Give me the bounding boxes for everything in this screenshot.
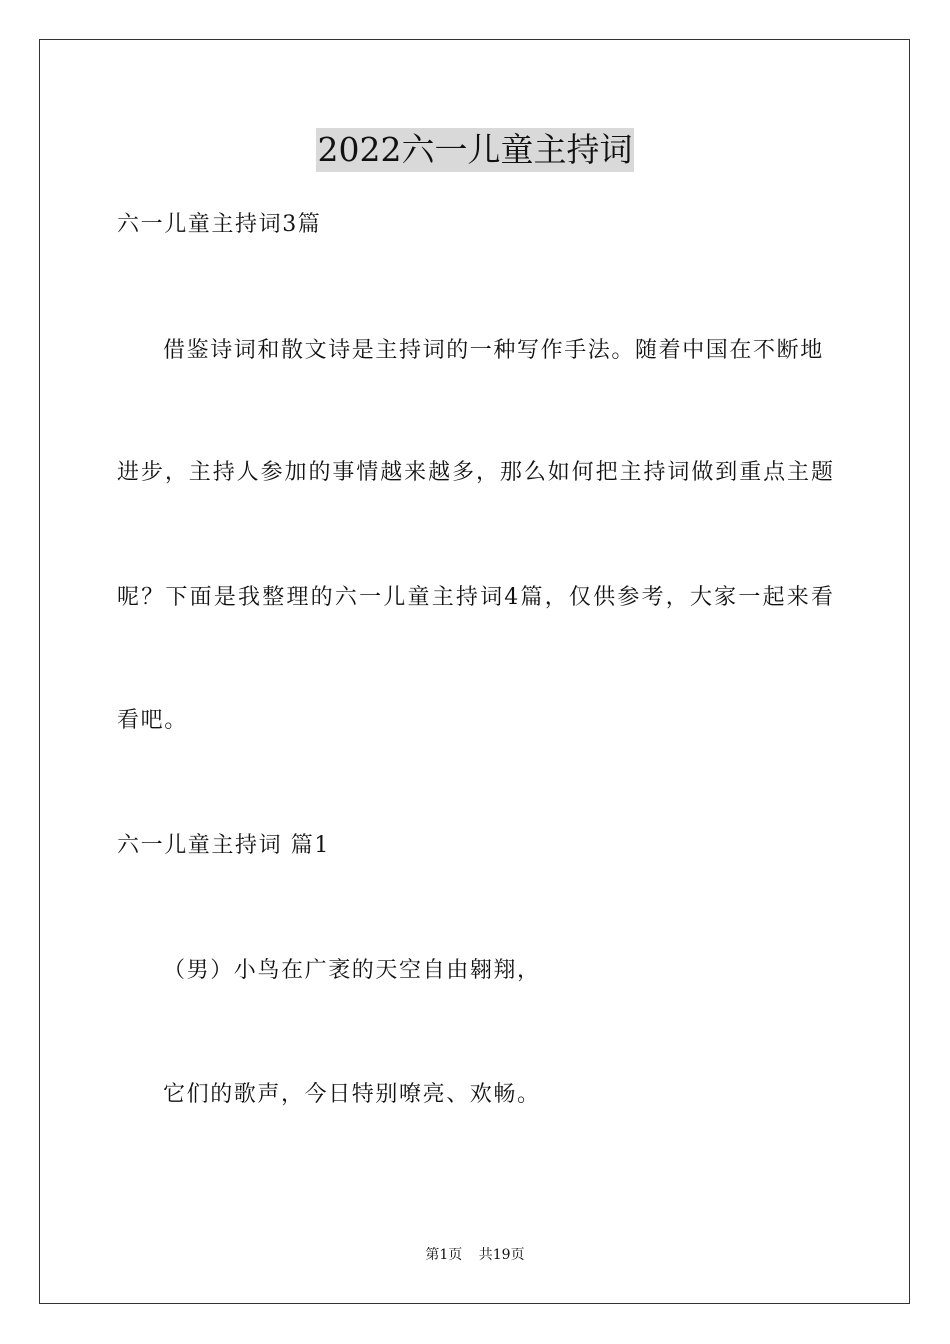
page-footer	[0, 1245, 950, 1265]
intro-line-3: 呢？下面是我整理的六一儿童主持词4篇，仅供参考，大家一起来看	[117, 585, 833, 610]
intro-line-4: 看吧。	[117, 708, 188, 733]
title-container	[0, 128, 950, 172]
document-subtitle: 六一儿童主持词3篇	[117, 212, 322, 237]
verse-line-1: （男）小鸟在广袤的天空自由翱翔，	[163, 958, 541, 983]
page-number: 第1页	[425, 1247, 463, 1263]
document-title: 2022六一儿童主持词	[316, 128, 635, 172]
section-heading: 六一儿童主持词 篇1	[117, 833, 330, 858]
intro-line-2: 进步，主持人参加的事情越来越多，那么如何把主持词做到重点主题	[117, 460, 833, 485]
page-total: 共19页	[478, 1247, 525, 1263]
verse-line-2: 它们的歌声，今日特别嘹亮、欢畅。	[163, 1082, 541, 1107]
intro-line-1: 借鉴诗词和散文诗是主持词的一种写作手法。随着中国在不断地	[163, 338, 824, 363]
